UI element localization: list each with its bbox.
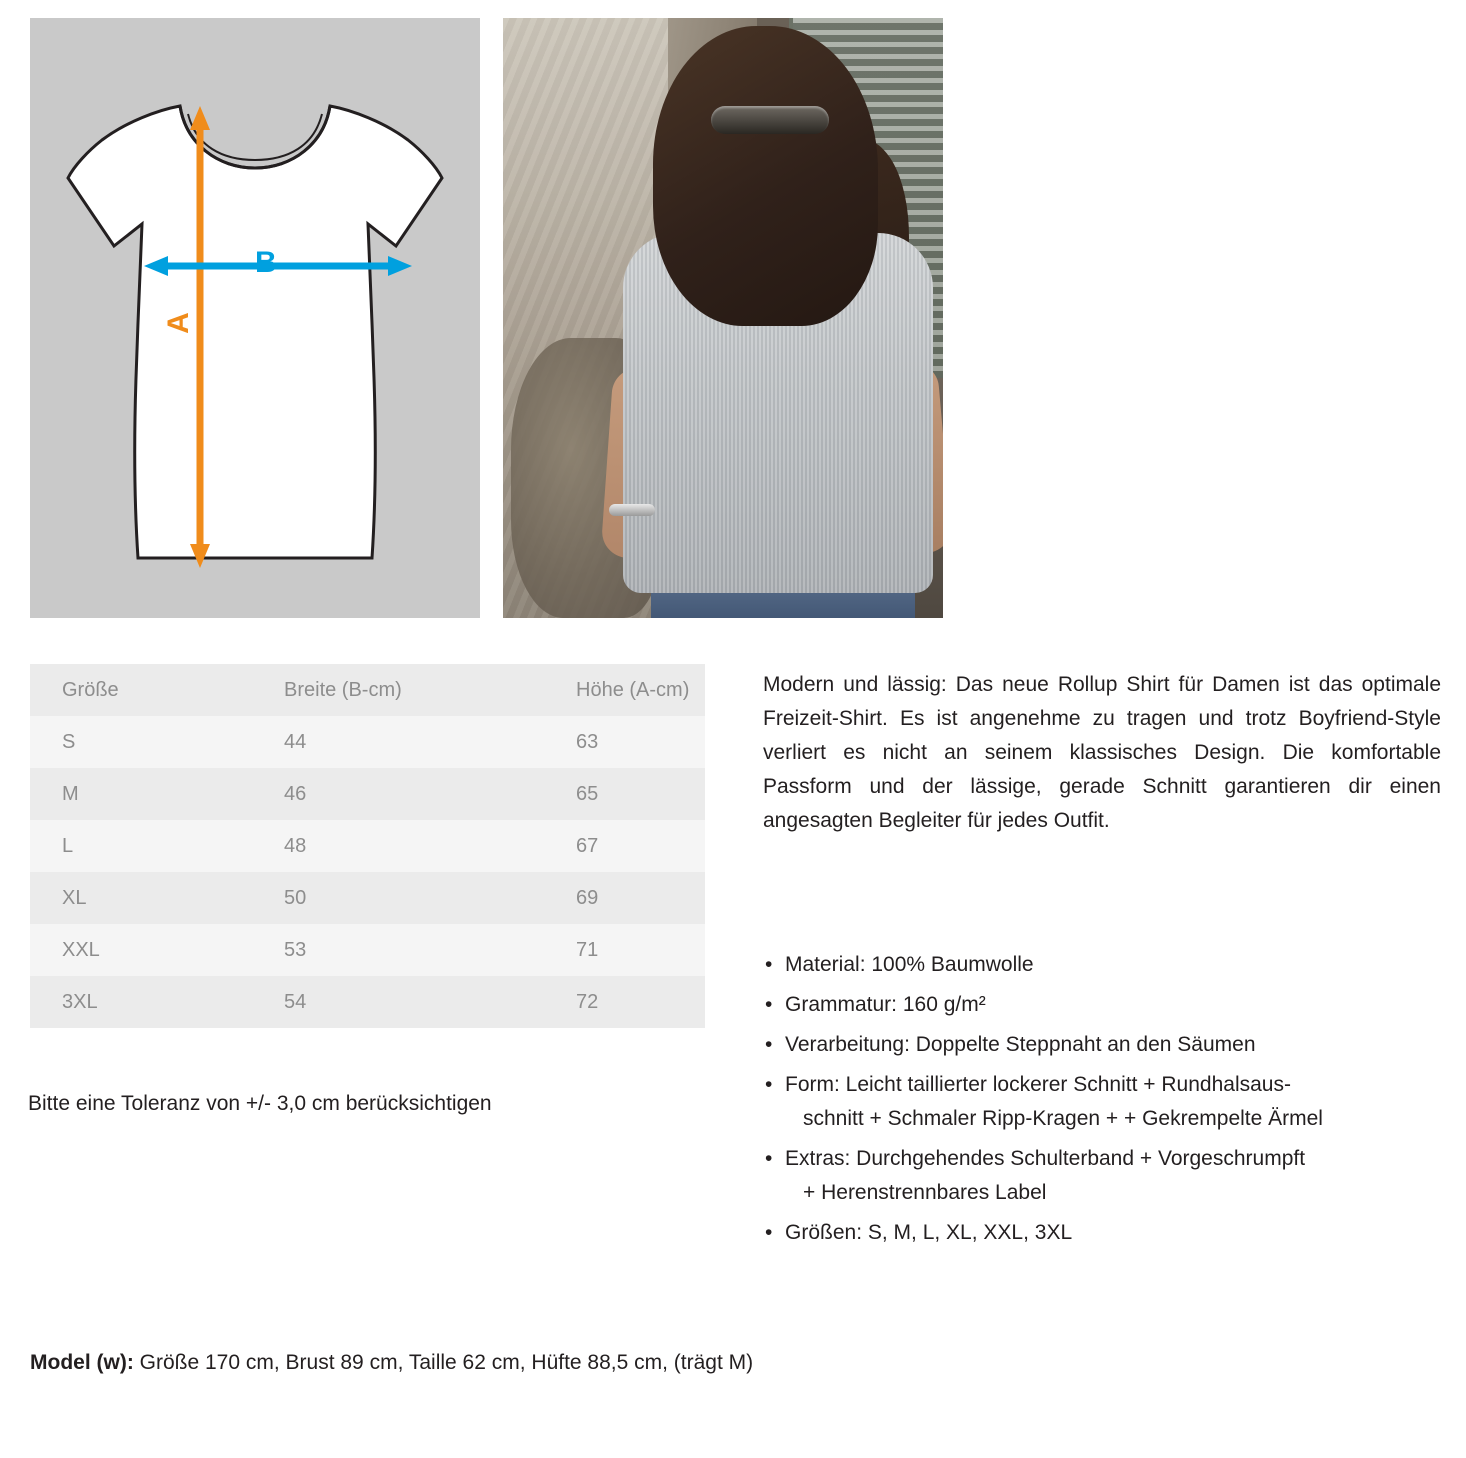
list-item — [763, 1142, 1453, 1210]
model-photo — [503, 18, 943, 618]
cell-width: 53 — [284, 938, 307, 961]
feature-text: Form: Leicht taillierter lockerer Schnitt + Rundhalsaus- — [785, 1073, 1291, 1097]
bullet-icon: • — [765, 993, 773, 1017]
feature-text-continued: schnitt + Schmaler Ripp-Kragen + + Gekrempelte Ärmel — [803, 1107, 1323, 1131]
model-note-text: Größe 170 cm, Brust 89 cm, Taille 62 cm, Hüfte 88,5 cm, (trägt M) — [133, 1351, 754, 1374]
cell-size: XL — [62, 886, 87, 909]
product-description: Modern und lässig: Das neue Rollup Shirt für Damen ist das optimale Freizeit-Shirt. Es ist angenehme zu tragen und trotz Boyfriend-Style verliert es nicht an seinem klassisches Design. Die komfortable Passform und der lässige, gerade Schnitt garantieren dir einen angesagten Begleiter für jedes Outfit. — [763, 673, 1441, 833]
cell-height: 72 — [576, 990, 599, 1013]
bullet-icon: • — [765, 1033, 773, 1057]
tshirt-outline-icon — [30, 18, 480, 618]
bullet-icon: • — [765, 1147, 773, 1171]
cell-width: 46 — [284, 782, 307, 805]
feature-text-continued: + Herenstrennbares Label — [803, 1181, 1047, 1205]
cell-height: 67 — [576, 834, 599, 857]
product-features-list — [763, 948, 1453, 1256]
table-header-row — [30, 664, 705, 716]
cell-width: 54 — [284, 990, 307, 1013]
feature-text: Material: 100% Baumwolle — [785, 953, 1034, 976]
feature-text: Verarbeitung: Doppelte Steppnaht an den Säumen — [785, 1033, 1256, 1057]
table-row — [30, 716, 705, 768]
tolerance-note: Bitte eine Toleranz von +/- 3,0 cm berücksichtigen — [28, 1092, 492, 1115]
list-item — [763, 1028, 1453, 1062]
model-sunglasses — [711, 106, 829, 134]
model-measurements-note — [30, 1346, 790, 1380]
cell-size: XXL — [62, 938, 100, 961]
dimension-label-a: A — [161, 312, 195, 334]
cell-size: L — [62, 834, 74, 857]
model-hair — [653, 26, 878, 326]
table-row — [30, 872, 705, 924]
bullet-icon: • — [765, 1073, 773, 1097]
cell-size: M — [62, 782, 79, 805]
list-item — [763, 988, 1453, 1022]
bullet-icon: • — [765, 1221, 773, 1245]
list-item — [763, 1216, 1453, 1250]
cell-height: 71 — [576, 938, 599, 961]
table-row — [30, 976, 705, 1028]
feature-text: Grammatur: 160 g/m² — [785, 993, 986, 1017]
list-item — [763, 948, 1453, 982]
size-table-body — [30, 716, 705, 1028]
bullet-icon: • — [765, 953, 773, 976]
table-row — [30, 820, 705, 872]
table-row — [30, 924, 705, 976]
measurement-diagram-panel — [30, 18, 480, 618]
header-size: Größe — [62, 678, 119, 701]
model-bracelet — [609, 504, 655, 516]
feature-text: Größen: S, M, L, XL, XXL, 3XL — [785, 1221, 1073, 1245]
cell-width: 44 — [284, 730, 307, 753]
size-table-head — [30, 664, 705, 716]
cell-width: 48 — [284, 834, 307, 857]
cell-size: S — [62, 730, 76, 753]
cell-height: 69 — [576, 886, 599, 909]
cell-size: 3XL — [62, 990, 98, 1013]
header-width: Breite (B-cm) — [284, 678, 402, 701]
list-item — [763, 1068, 1453, 1136]
size-table — [30, 664, 705, 1028]
header-height: Höhe (A-cm) — [576, 678, 690, 701]
cell-height: 63 — [576, 730, 599, 753]
table-row — [30, 768, 705, 820]
cell-width: 50 — [284, 886, 307, 909]
media-row — [0, 0, 1466, 640]
cell-height: 65 — [576, 782, 599, 805]
dimension-label-b: B — [255, 246, 277, 279]
feature-text: Extras: Durchgehendes Schulterband + Vorgeschrumpft — [785, 1147, 1306, 1171]
model-note-label: Model (w): — [30, 1351, 134, 1374]
